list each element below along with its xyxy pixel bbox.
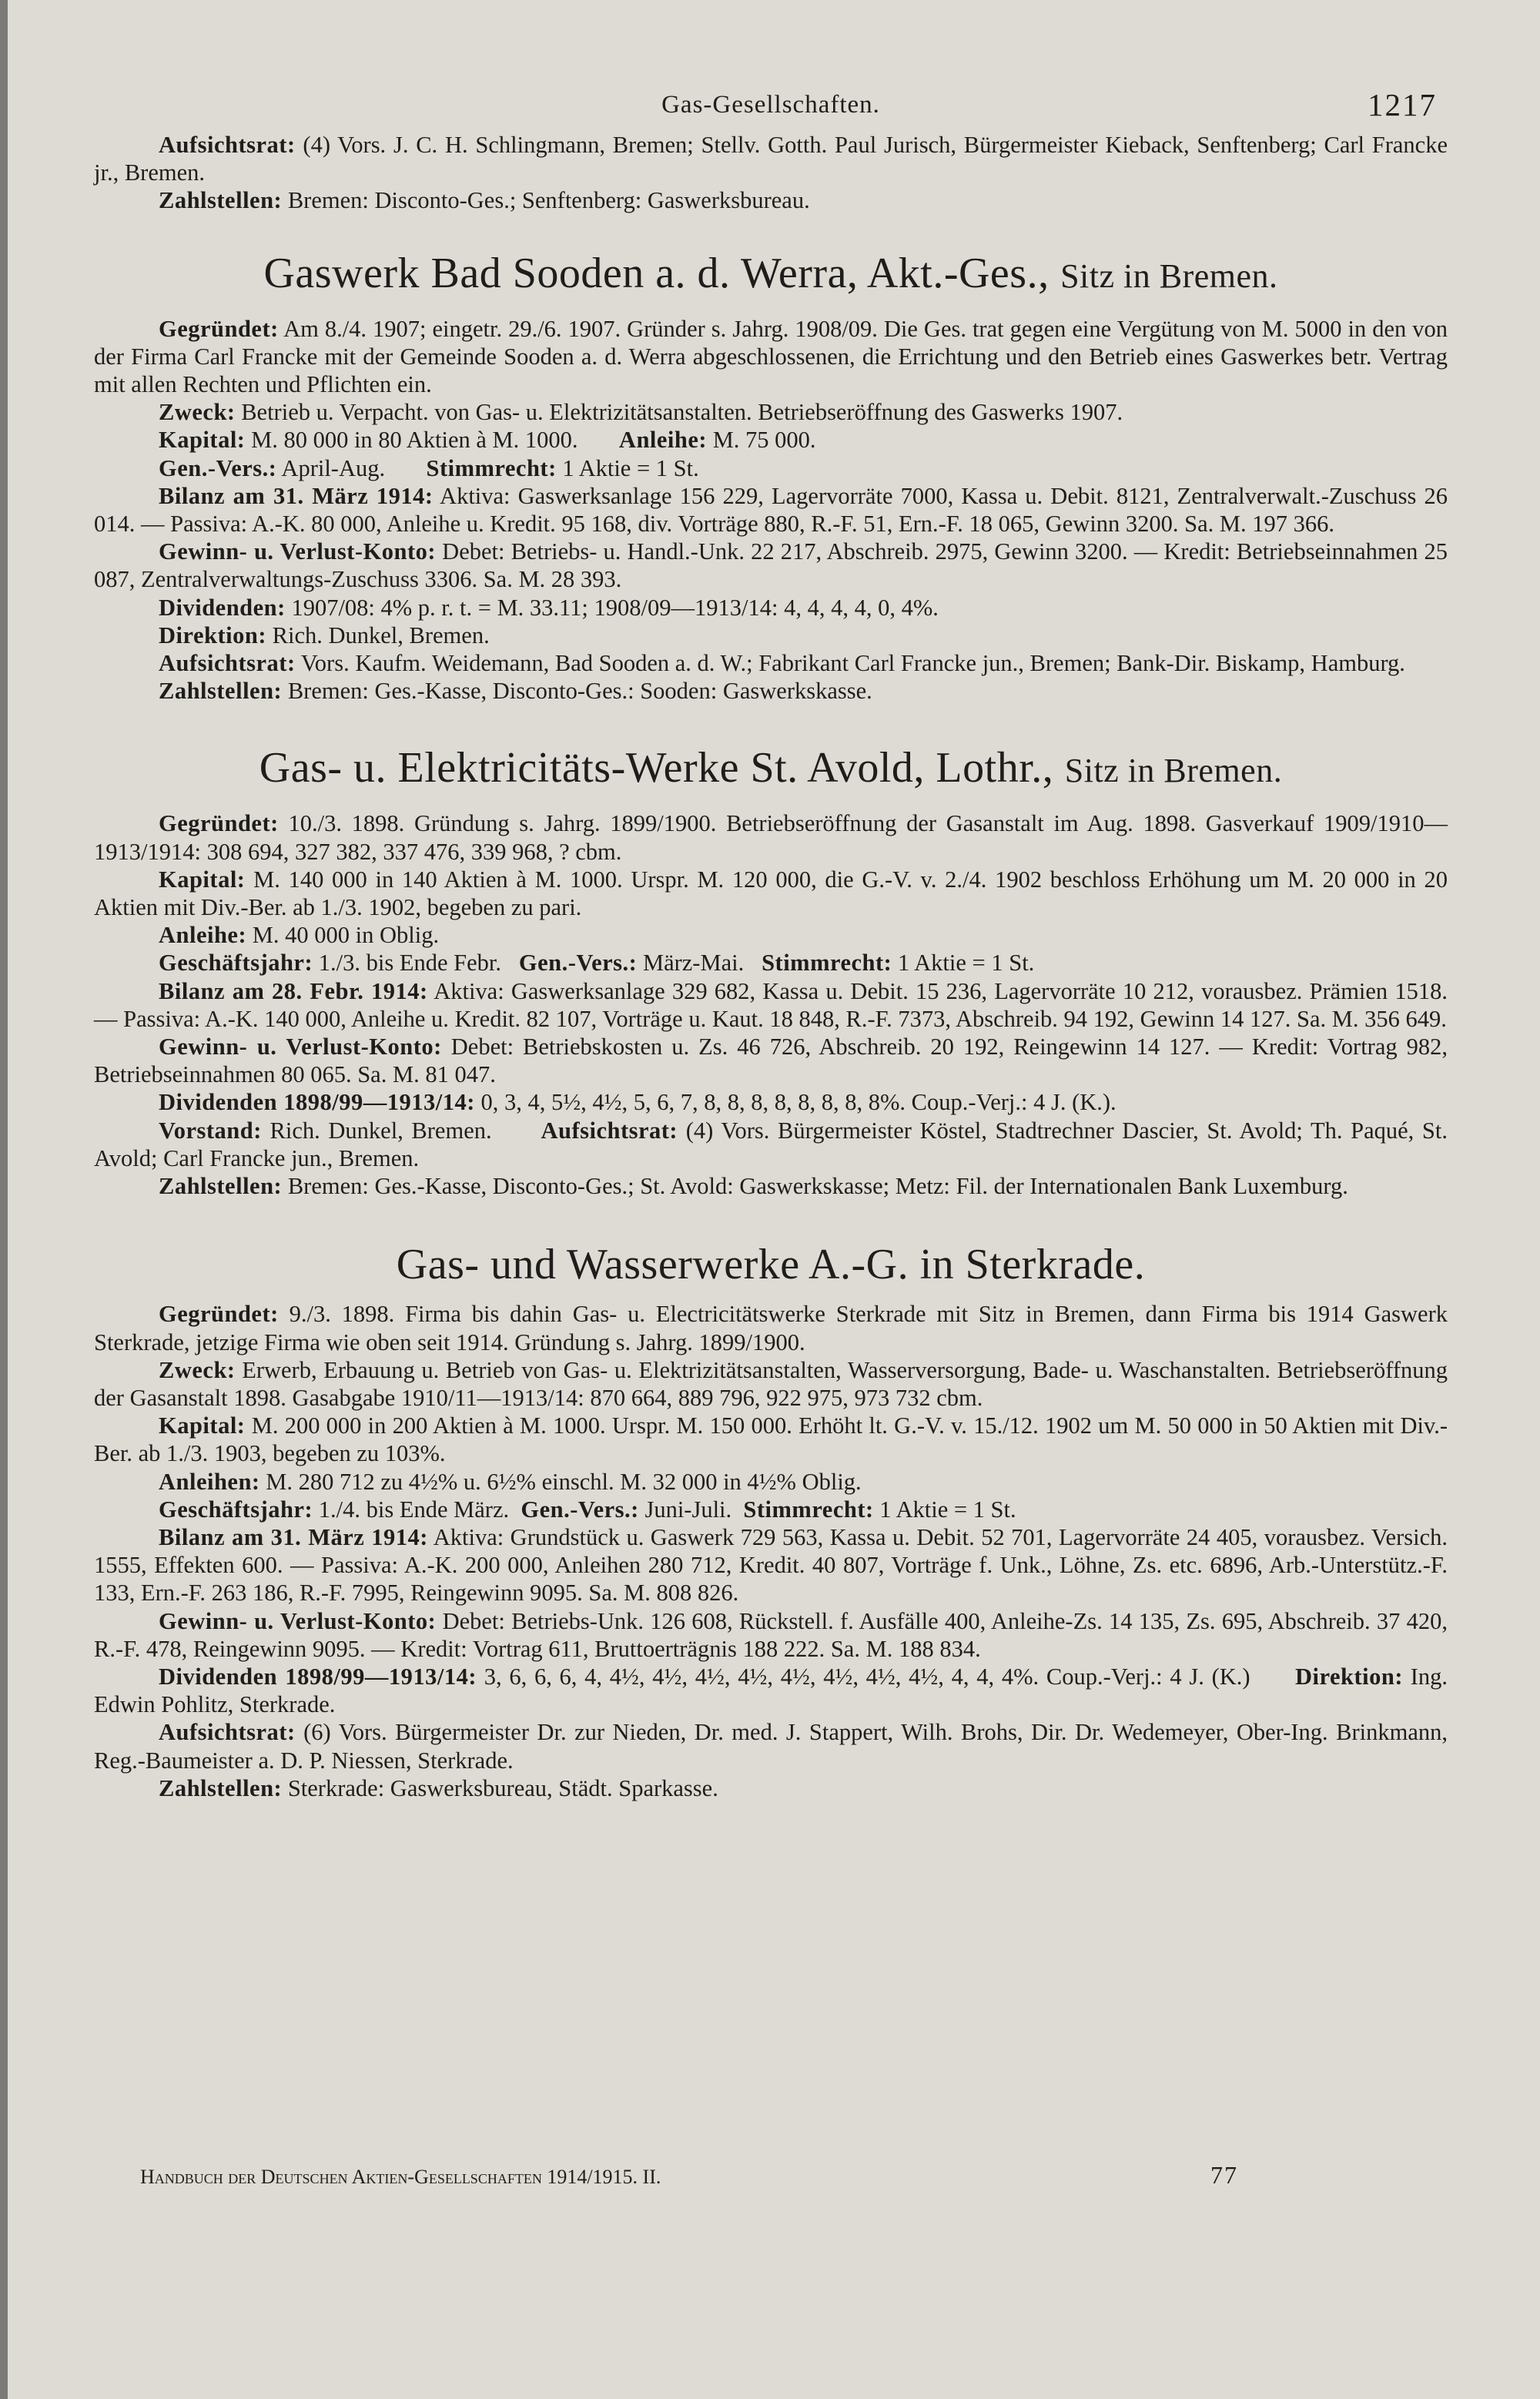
field-text: M. 140 000 in 140 Aktien à M. 1000. Urspr. M. 120 000, die G.-V. v. 2./4. 1902 beschloss Erhöhung um M. 20 000 in 20 Aktien mit Div.-Ber. ab 1./3. 1902, begeben zu pari.: [94, 866, 1448, 921]
page-number: 1217: [1368, 87, 1437, 122]
field-kapital: [94, 866, 1448, 921]
field-text: 10./3. 1898. Gründung s. Jahrg. 1899/1900. Betriebseröffnung der Gasanstalt im Aug. 1898. Gasverkauf 1909/1910—1913/1914: 308 694, 327 382, 337 476, 339 968, ? cbm.: [94, 810, 1448, 865]
field-gegruendet: [94, 1300, 1448, 1355]
field-text: Rich. Dunkel, Bremen.: [270, 1117, 492, 1144]
field-vorstand-aufsichtsrat: [94, 1117, 1448, 1172]
field-kapital: [94, 1412, 1448, 1467]
signature-mark: 77: [1210, 2161, 1238, 2189]
field-dividenden-direktion: [94, 1663, 1448, 1718]
field-text: Bremen: Ges.-Kasse, Disconto-Ges.: Sooden: Gaswerkskasse.: [287, 678, 872, 705]
field-text: Sterkrade: Gaswerksbureau, Städt. Sparkasse.: [287, 1774, 718, 1801]
field-gegruendet: [94, 315, 1448, 399]
field-text: M. 40 000 in Oblig.: [252, 922, 440, 949]
field-anleihe: [94, 921, 1448, 949]
field-dividenden: [94, 594, 1448, 622]
field-text: 9./3. 1898. Firma bis dahin Gas- u. Electricitätswerke Sterkrade mit Sitz in Bremen, dann Firma bis 1914 Gaswerk Sterkrade, jetzige Firma wie oben seit 1914. Gründung s. Jahrg. 1899/1900.: [94, 1301, 1448, 1355]
field-zahlstellen: [94, 677, 1448, 705]
intro-zahlstellen: [94, 186, 1448, 214]
field-label: Gewinn- u. Verlust-Konto:: [159, 538, 437, 565]
field-label: Anleihe:: [159, 922, 247, 949]
field-label: Aufsichtsrat:: [541, 1117, 678, 1144]
field-label: Dividenden 1898/99—1913/14:: [159, 1089, 475, 1116]
field-label: Aufsichtsrat:: [159, 1719, 296, 1746]
field-text: Debet: Betriebs- u. Handl.-Unk. 22 217, Abschreib. 2975, Gewinn 3200. — Kredit: Betriebseinnahmen 25 087, Zentralverwaltungs-Zuschuss 3306. Sa. M. 28 393.: [94, 538, 1448, 593]
field-geschaeftsjahr: [94, 949, 1448, 977]
field-zahlstellen: [94, 1774, 1448, 1802]
field-guv: [94, 538, 1448, 593]
field-label: Kapital:: [159, 866, 246, 893]
field-guv: [94, 1607, 1448, 1663]
field-label: Geschäftsjahr:: [159, 1496, 313, 1523]
field-text: M. 200 000 in 200 Aktien à M. 1000. Urspr. M. 150 000. Erhöht lt. G.-V. v. 15./12. 1902 um M. 50 000 in 50 Aktien mit Div.-Ber. ab 1./3. 1903, begeben zu 103%.: [94, 1412, 1448, 1467]
field-text: Erwerb, Erbauung u. Betrieb von Gas- u. Elektrizitätsanstalten, Wasserversorgung, Bade- u. Waschanstalten. Betriebseröffnung der Gasanstalt 1898. Gasabgabe 1910/11—1913/14: 870 664, 889 796, 922 975, 973 732 cbm.: [94, 1356, 1448, 1411]
field-label: Gen.-Vers.:: [518, 950, 638, 977]
field-label: Zahlstellen:: [159, 1774, 283, 1801]
field-label: Kapital:: [159, 1412, 246, 1439]
field-aufsichtsrat: [94, 649, 1448, 677]
intro-continuation: [94, 131, 1448, 215]
field-text: März-Mai.: [642, 950, 745, 977]
company-title: Gas- und Wasserwerke A.-G. in Sterkrade.: [396, 1241, 1146, 1289]
field-text: 0, 3, 4, 5½, 4½, 5, 6, 7, 8, 8, 8, 8, 8, 8, 8, 8%. Coup.-Verj.: 4 J. (K.).: [480, 1089, 1116, 1116]
field-label: Dividenden:: [159, 594, 286, 621]
field-label: Aufsichtsrat:: [159, 650, 296, 677]
field-text: Rich. Dunkel, Bremen.: [272, 622, 490, 648]
field-label: Kapital:: [159, 427, 246, 454]
field-label: Zweck:: [159, 399, 236, 426]
field-text: Debet: Betriebs-Unk. 126 608, Rückstell. f. Ausfälle 400, Anleihe-Zs. 14 135, Zs. 695, Abschreib. 37 420, R.-F. 478, Reingewinn 9095. — Kredit: Vortrag 611, Bruttoerträgnis 188 222. Sa. M. 188 834.: [94, 1607, 1448, 1662]
field-label: Vorstand:: [159, 1117, 262, 1144]
company-entry-bad-sooden: [94, 249, 1448, 705]
handbook-title: Handbuch der Deutschen Aktien-Gesellschaften 1914/1915. II.: [140, 2166, 661, 2188]
field-text: (6) Vors. Bürgermeister Dr. zur Nieden, Dr. med. J. Stappert, Wilh. Brohs, Dir. Dr. Wedemeyer, Ober-Ing. Brinkmann, Reg.-Baumeister a. D. P. Niessen, Sterkrade.: [94, 1719, 1448, 1774]
field-aufsichtsrat: [94, 1718, 1448, 1774]
field-text: Aktiva: Grundstück u. Gaswerk 729 563, Kassa u. Debit. 52 701, Lagervorräte 24 405, vorausbez. Versich. 1555, Effekten 600. — Passiva: A.-K. 200 000, Anleihen 280 712, Kredit. 40 807, Vorträge f. Unk., Löhne, Zs. etc. 6896, Arb.-Unterstütz.-F. 133, Ern.-F. 263 186, R.-F. 7995, Reingewinn 9095. Sa. M. 808 826.: [94, 1523, 1448, 1607]
running-title: Gas-Gesellschaften.: [661, 91, 880, 119]
intro-aufsichtsrat: [94, 131, 1448, 186]
field-zahlstellen: [94, 1172, 1448, 1200]
field-guv: [94, 1033, 1448, 1088]
field-text: Ing. Edwin Pohlitz, Sterkrade.: [94, 1663, 1448, 1718]
field-text: 1./3. bis Ende Febr.: [318, 950, 501, 977]
field-label: Zahlstellen:: [159, 678, 283, 705]
field-label: Gegründet:: [159, 315, 279, 342]
page-footer: [140, 2161, 1448, 2189]
field-text: 3, 6, 6, 6, 4, 4½, 4½, 4½, 4½, 4½, 4½, 4½, 4½, 4, 4, 4%. Coup.-Verj.: 4 J. (K.): [484, 1663, 1250, 1690]
field-text: 1907/08: 4% p. r. t. = M. 33.11; 1908/09—1913/14: 4, 4, 4, 4, 0, 4%.: [291, 594, 939, 621]
field-text: M. 75 000.: [712, 427, 816, 454]
field-text: M. 280 712 zu 4½% u. 6½% einschl. M. 32 000 in 4½% Oblig.: [266, 1468, 862, 1495]
company-sitz: Sitz in Bremen.: [1064, 752, 1283, 790]
field-label: Zweck:: [159, 1356, 236, 1383]
field-text: Aktiva: Gaswerksanlage 156 229, Lagervorräte 7000, Kassa u. Debit. 8121, Zentralverwalt.-Zuschuss 26 014. — Passiva: A.-K. 80 000, Anleihe u. Kredit. 95 168, div. Vorträge 880, R.-F. 51, Ern.-F. 18 065, Gewinn 3200. Sa. M. 197 366.: [94, 482, 1448, 538]
field-label: Aufsichtsrat:: [159, 132, 296, 158]
field-text: Am 8./4. 1907; eingetr. 29./6. 1907. Gründer s. Jahrg. 1908/09. Die Ges. trat gegen eine Vergütung von M. 5000 in den von der Firma Carl Francke mit der Gemeinde Sooden a. d. Werra abgeschlossenen, die Errichtung und den Betrieb eines Gaswerkes betr. Vertrag mit allen Rechten und Pflichten ein.: [94, 315, 1448, 398]
field-text: April-Aug.: [281, 454, 386, 481]
field-dividenden: [94, 1088, 1448, 1116]
field-zweck: [94, 1356, 1448, 1412]
field-genvers-stimmrecht: [94, 454, 1448, 482]
field-text: 1 Aktie = 1 St.: [879, 1496, 1016, 1523]
running-head: [94, 0, 1448, 131]
field-label: Direktion:: [159, 622, 266, 648]
field-text: (4) Vors. Bürgermeister Köstel, Stadtrechner Dascier, St. Avold; Th. Paqué, St. Avold; Carl Francke jun., Bremen.: [94, 1117, 1448, 1171]
field-zweck: [94, 398, 1448, 426]
field-label: Anleihe:: [618, 427, 708, 454]
company-title: [94, 249, 1448, 301]
field-text: 1 Aktie = 1 St.: [897, 950, 1035, 977]
field-text: Juni-Juli.: [644, 1496, 732, 1523]
field-bilanz: [94, 1523, 1448, 1607]
company-entry-st-avold: [94, 743, 1448, 1200]
field-geschaeftsjahr: [94, 1496, 1448, 1523]
field-label: Dividenden 1898/99—1913/14:: [159, 1663, 477, 1690]
field-label: Bilanz am 28. Febr. 1914:: [159, 977, 428, 1004]
field-text: Vors. Kaufm. Weidemann, Bad Sooden a. d. W.; Fabrikant Carl Francke jun., Bremen; Bank-Dir. Biskamp, Hamburg.: [300, 650, 1405, 677]
field-anleihen: [94, 1468, 1448, 1496]
field-text: Aktiva: Gaswerksanlage 329 682, Kassa u. Debit. 15 236, Lagervorräte 10 212, vorausbez. Prämien 1518. — Passiva: A.-K. 140 000, Anleihe u. Kredit. 82 107, Vorträge u. Kaut. 18 848, R.-F. 7373, Abschreib. 94 192, Gewinn 14 127. Sa. M. 356 649.: [94, 977, 1448, 1032]
company-name: Gaswerk Bad Sooden a. d. Werra, Akt.-Ges.,: [263, 249, 1050, 297]
field-label: Gen.-Vers.:: [159, 454, 277, 481]
field-text: Debet: Betriebskosten u. Zs. 46 726, Abschreib. 20 192, Reingewinn 14 127. — Kredit: Vortrag 982, Betriebseinnahmen 80 065. Sa. M. 81 047.: [94, 1034, 1448, 1088]
field-text: Bremen: Disconto-Ges.; Senftenberg: Gaswerksbureau.: [287, 187, 810, 214]
field-label: Bilanz am 31. März 1914:: [159, 1523, 428, 1550]
company-entry-sterkrade: [94, 1240, 1448, 1802]
field-label: Stimmrecht:: [743, 1496, 874, 1523]
company-sitz: Sitz in Bremen.: [1060, 256, 1278, 295]
field-label: Stimmrecht:: [762, 950, 892, 977]
field-text: 1 Aktie = 1 St.: [562, 454, 699, 481]
field-label: Direktion:: [1294, 1663, 1403, 1690]
field-kapital-anleihe: [94, 426, 1448, 454]
field-label: Geschäftsjahr:: [159, 950, 313, 977]
field-text: Bremen: Ges.-Kasse, Disconto-Ges.; St. Avold: Gaswerkskasse; Metz: Fil. der Internationalen Bank Luxemburg.: [287, 1173, 1348, 1200]
field-label: Gewinn- u. Verlust-Konto:: [159, 1034, 442, 1060]
field-label: Gen.-Vers.:: [521, 1496, 639, 1523]
field-label: Anleihen:: [159, 1468, 260, 1495]
field-label: Zahlstellen:: [159, 1173, 283, 1200]
field-label: Gegründet:: [159, 810, 279, 837]
field-gegruendet: [94, 809, 1448, 865]
field-text: M. 80 000 in 80 Aktien à M. 1000.: [251, 427, 578, 454]
field-label: Gegründet:: [159, 1301, 279, 1328]
company-title: [94, 743, 1448, 796]
field-text: 1./4. bis Ende März.: [318, 1496, 510, 1523]
field-label: Zahlstellen:: [159, 187, 283, 214]
field-label: Gewinn- u. Verlust-Konto:: [159, 1607, 437, 1634]
field-text: Betrieb u. Verpacht. von Gas- u. Elektrizitätsanstalten. Betriebseröffnung des Gaswerks 1907.: [241, 399, 1123, 426]
company-name: Gas- u. Elektricitäts-Werke St. Avold, Lothr.,: [259, 744, 1054, 792]
field-label: Stimmrecht:: [426, 454, 557, 481]
field-label: Bilanz am 31. März 1914:: [159, 482, 434, 509]
field-text: (4) Vors. J. C. H. Schlingmann, Bremen; Stellv. Gotth. Paul Jurisch, Bürgermeister Kieback, Senftenberg; Carl Francke jr., Bremen.: [94, 132, 1448, 186]
field-bilanz: [94, 977, 1448, 1033]
field-direktion: [94, 622, 1448, 649]
field-bilanz: [94, 482, 1448, 538]
